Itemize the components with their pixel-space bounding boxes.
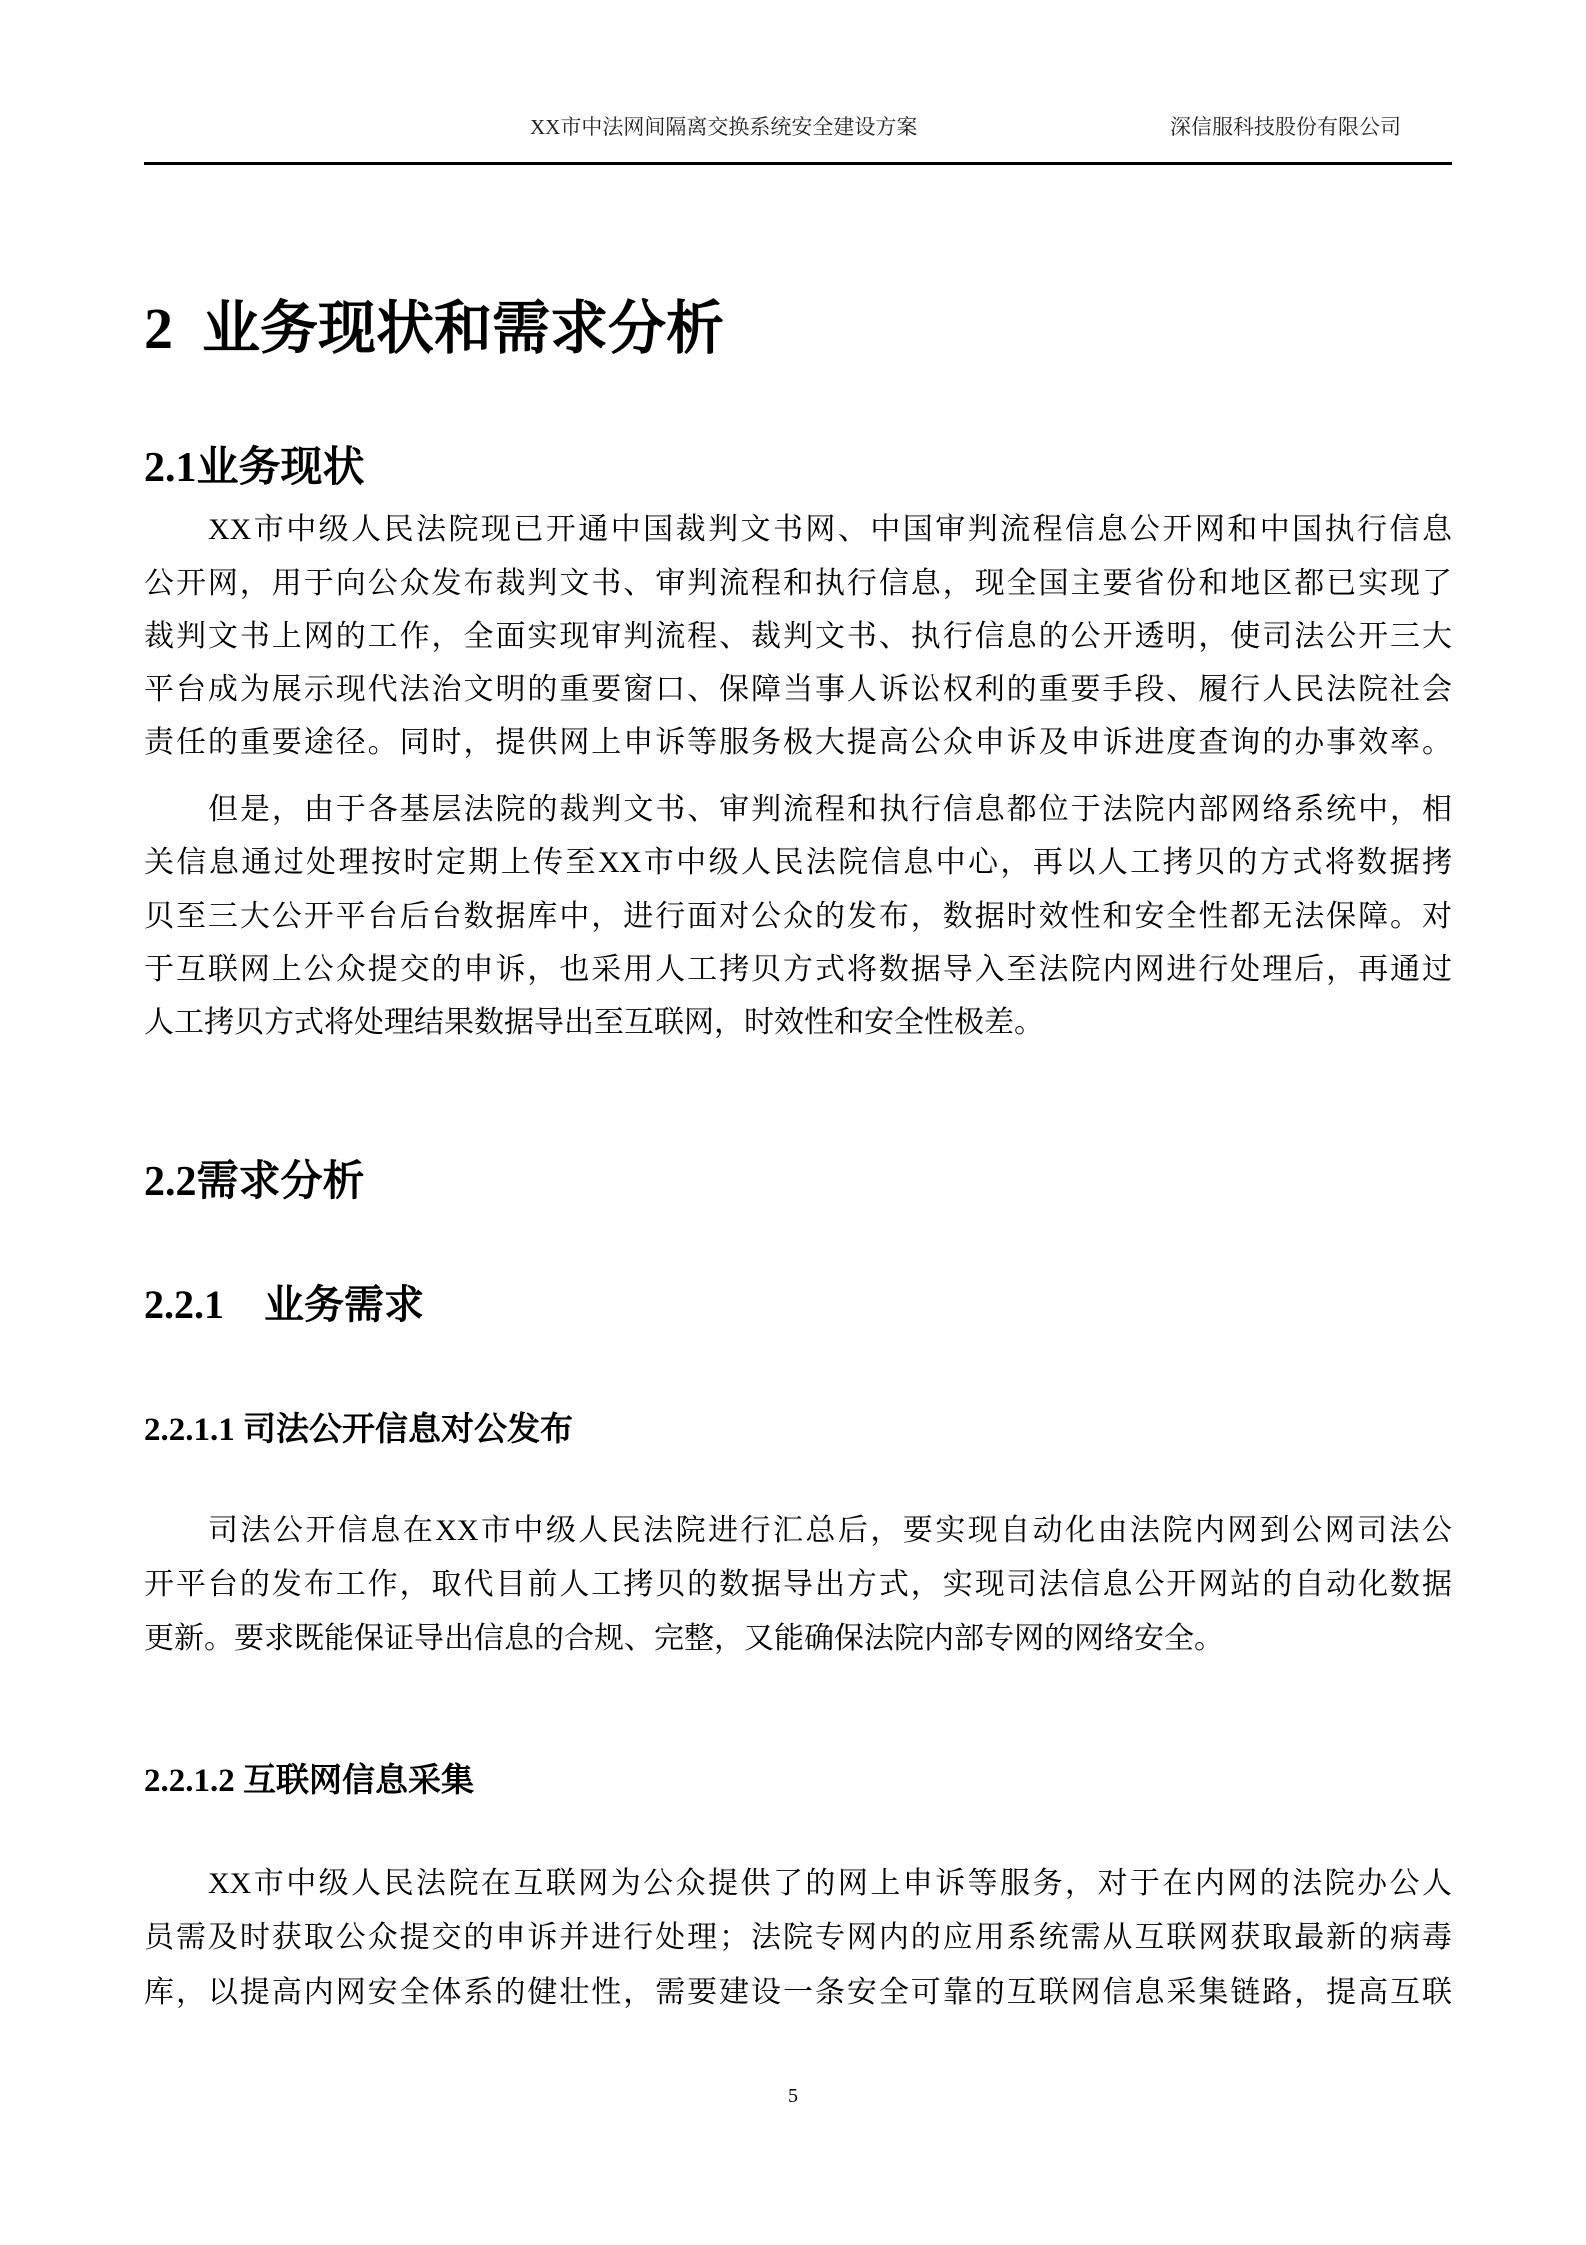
header-document-title: XX市中法网间隔离交换系统安全建设方案 (530, 115, 918, 139)
text-line: 开平台的发布工作，取代目前人工拷贝的数据导出方式，实现司法信息公开网站的自动化数据 (144, 1568, 1452, 1601)
section-heading-2-1: 2.1业务现状 (144, 445, 365, 491)
header-divider (144, 162, 1452, 165)
text-line: 司法公开信息在XX市中级人民法院进行汇总后，要实现自动化由法院内网到公网司法公 (208, 1514, 1452, 1547)
text-line: XX市中级人民法院在互联网为公众提供了的网上申诉等服务，对于在内网的法院办公人 (208, 1867, 1452, 1900)
text-line: 平台成为展示现代法治文明的重要窗口、保障当事人诉讼权利的重要手段、履行人民法院社会 (144, 673, 1452, 706)
text-line: 人工拷贝方式将处理结果数据导出至互联网，时效性和安全性极差。 (144, 1006, 1044, 1039)
text-line: 裁判文书上网的工作，全面实现审判流程、裁判文书、执行信息的公开透明，使司法公开三大 (144, 620, 1452, 653)
text-line: 贝至三大公开平台后台数据库中，进行面对公众的发布，数据时效性和安全性都无法保障。对 (144, 900, 1452, 933)
text-line: 公开网，用于向公众发布裁判文书、审判流程和执行信息，现全国主要省份和地区都已实现了 (144, 567, 1452, 600)
subsection-heading-2-2-1: 2.2.1 业务需求 (144, 1282, 424, 1327)
page-number: 5 (788, 2085, 798, 2107)
text-line: 于互联网上公众提交的申诉，也采用人工拷贝方式将数据导入至法院内网进行处理后，再通过 (144, 953, 1452, 986)
chapter-heading: 2 业务现状和需求分析 (144, 296, 725, 361)
section-heading-2-2: 2.2需求分析 (144, 1159, 365, 1205)
text-line: 员需及时获取公众提交的申诉并进行处理；法院专网内的应用系统需从互联网获取最新的病毒 (144, 1921, 1452, 1954)
text-line: 库，以提高内网安全体系的健壮性，需要建设一条安全可靠的互联网信息采集链路，提高互联 (144, 1976, 1452, 2009)
text-line: 责任的重要途径。同时，提供网上申诉等服务极大提高公众申诉及申诉进度查询的办事效率。 (144, 726, 1452, 759)
text-line: 但是，由于各基层法院的裁判文书、审判流程和执行信息都位于法院内部网络系统中，相 (208, 793, 1452, 826)
subsubsection-heading-2-2-1-2: 2.2.1.2 互联网信息采集 (144, 1763, 474, 1799)
text-line: XX市中级人民法院现已开通中国裁判文书网、中国审判流程信息公开网和中国执行信息 (208, 513, 1452, 546)
text-line: 关信息通过处理按时定期上传至XX市中级人民法院信息中心，再以人工拷贝的方式将数据拷 (144, 846, 1452, 879)
text-line: 更新。要求既能保证导出信息的合规、完整，又能确保法院内部专网的网络安全。 (144, 1622, 1224, 1655)
header-company-name: 深信服科技股份有限公司 (1170, 115, 1401, 139)
subsubsection-heading-2-2-1-1: 2.2.1.1 司法公开信息对公发布 (144, 1412, 573, 1448)
